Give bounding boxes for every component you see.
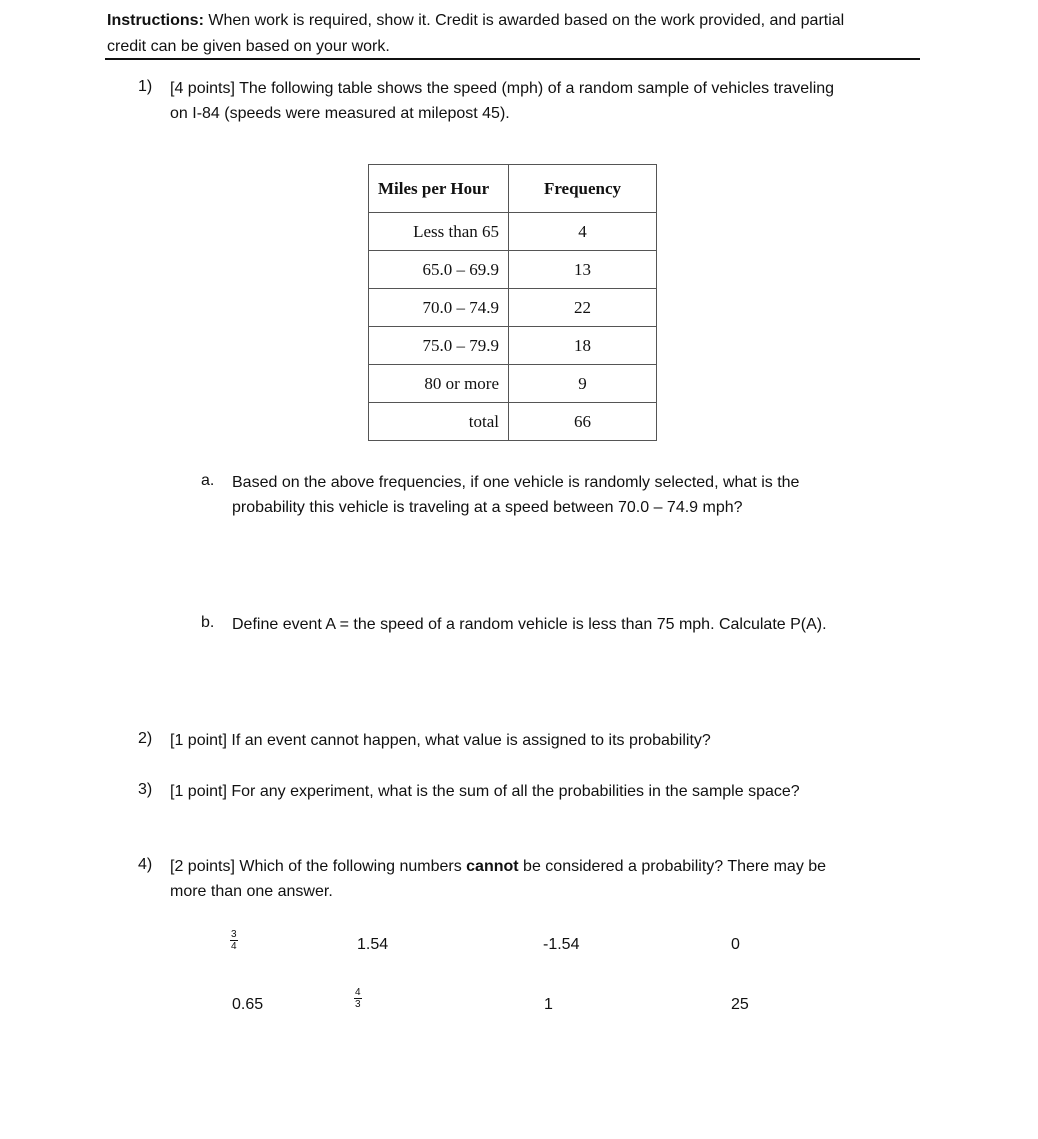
option-three-quarters <box>230 929 238 952</box>
q3-number: 3) <box>138 781 153 798</box>
q4-number: 4) <box>138 856 153 873</box>
header-mph: Miles per Hour <box>369 165 509 213</box>
row-range: 80 or more <box>369 365 509 403</box>
row-range: 65.0 – 69.9 <box>369 251 509 289</box>
q1a-letter: a. <box>201 472 215 489</box>
header-frequency: Frequency <box>509 165 657 213</box>
q1a-line1: Based on the above frequencies, if one vehicle is randomly selected, what is the <box>232 474 800 491</box>
row-frequency: 4 <box>509 213 657 251</box>
row-range: 75.0 – 79.9 <box>369 327 509 365</box>
q1-text-line1: [4 points] The following table shows the speed (mph) of a random sample of vehicles traveling <box>170 80 835 97</box>
table-header-row <box>369 165 657 213</box>
q4-cannot-emphasis: cannot <box>466 858 519 875</box>
q1b-text: Define event A = the speed of a random vehicle is less than 75 mph. Calculate P(A). <box>232 616 827 633</box>
option-0-65: 0.65 <box>232 996 264 1013</box>
speed-frequency-table <box>368 164 657 441</box>
q1-text <box>170 76 930 126</box>
q4-line1 <box>170 854 930 879</box>
instructions-text-2: credit can be given based on your work. <box>107 38 390 55</box>
row-frequency: 22 <box>509 289 657 327</box>
row-range: 70.0 – 74.9 <box>369 289 509 327</box>
option-four-thirds <box>354 987 362 1010</box>
q1a-line2: probability this vehicle is traveling at a speed between 70.0 – 74.9 mph? <box>232 499 743 516</box>
q1-number: 1) <box>138 78 153 95</box>
q4-text <box>170 854 930 904</box>
table-row <box>369 251 657 289</box>
table-row <box>369 213 657 251</box>
q4-line2: more than one answer. <box>170 883 333 900</box>
option-1-54: 1.54 <box>357 936 389 953</box>
row-frequency: 18 <box>509 327 657 365</box>
option-zero: 0 <box>731 936 740 953</box>
table-row <box>369 365 657 403</box>
instructions-label: Instructions: <box>107 12 204 29</box>
q1a-text <box>232 470 932 520</box>
option-one: 1 <box>544 996 553 1013</box>
fraction-denominator: 4 <box>231 941 237 952</box>
table-row <box>369 289 657 327</box>
q4-line1-post: be considered a probability? There may be <box>518 858 827 875</box>
header-divider <box>105 58 920 60</box>
fraction-numerator: 4 <box>355 987 361 998</box>
table-row <box>369 327 657 365</box>
q2-text: [1 point] If an event cannot happen, what value is assigned to its probability? <box>170 732 711 749</box>
option-negative-1-54: -1.54 <box>543 936 580 953</box>
instructions-text-1: When work is required, show it. Credit is awarded based on the work provided, and partial <box>208 12 845 29</box>
row-frequency: 13 <box>509 251 657 289</box>
fraction-numerator: 3 <box>231 929 237 940</box>
q1b-letter: b. <box>201 614 215 631</box>
row-range: Less than 65 <box>369 213 509 251</box>
option-25: 25 <box>731 996 749 1013</box>
q4-line1-pre: [2 points] Which of the following numbers <box>170 858 467 875</box>
fraction-denominator: 3 <box>355 999 361 1010</box>
table-total-row <box>369 403 657 441</box>
q2-number: 2) <box>138 730 153 747</box>
total-label: total <box>369 403 509 441</box>
row-frequency: 9 <box>509 365 657 403</box>
q1-text-line2: on I-84 (speeds were measured at milepost 45). <box>170 105 510 122</box>
total-value: 66 <box>509 403 657 441</box>
instructions <box>107 8 927 60</box>
q3-text: [1 point] For any experiment, what is the sum of all the probabilities in the sample space? <box>170 783 800 800</box>
